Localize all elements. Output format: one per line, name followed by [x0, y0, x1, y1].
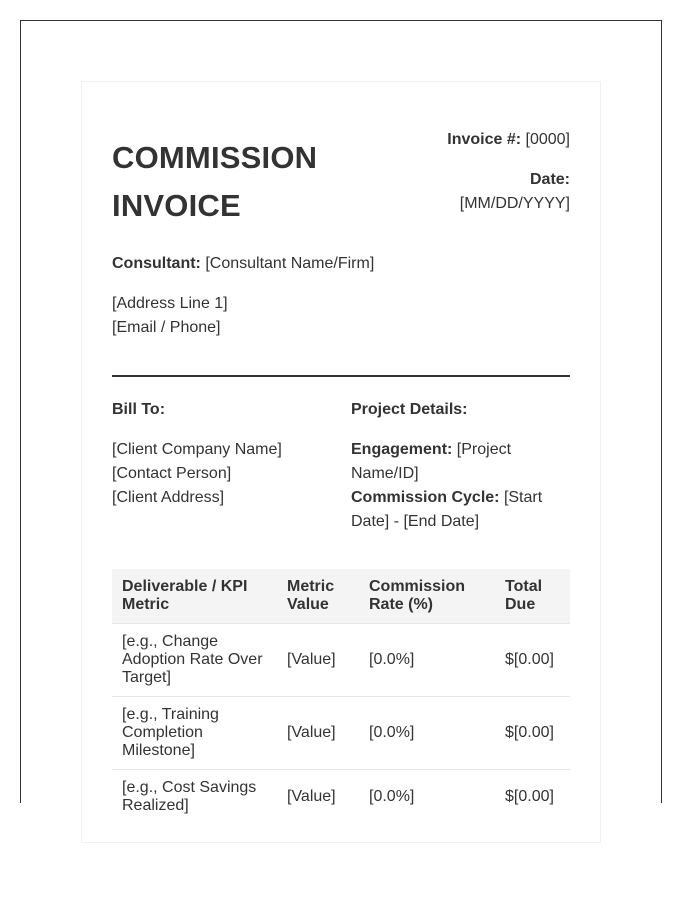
table-row [112, 770, 570, 825]
commission-cycle-label: Commission Cycle: [351, 489, 500, 506]
table-row [112, 697, 570, 770]
deliverable-cell: [e.g., Cost Savings Realized] [112, 770, 277, 825]
column-header-total-due: Total Due [495, 569, 570, 624]
invoice-date-label: Date: [529, 171, 570, 188]
commission-table [112, 569, 570, 824]
contact-line: [Email / Phone] [112, 319, 221, 336]
commission-rate-cell: [0.0%] [359, 624, 495, 697]
invoice-date [380, 168, 570, 216]
project-details-section [351, 398, 570, 534]
invoice-number-label: Invoice #: [447, 131, 522, 148]
column-header-commission-rate: Commission Rate (%) [359, 569, 495, 624]
consultant-address [112, 292, 228, 340]
engagement-value: [Project Name/ID] [351, 441, 512, 482]
total-due-cell: $[0.00] [495, 624, 570, 697]
metric-value-cell: [Value] [277, 624, 359, 697]
consultant-line [112, 252, 374, 276]
engagement-line [351, 438, 570, 486]
invoice-meta [380, 128, 570, 216]
divider [112, 375, 570, 377]
bill-to-section [112, 398, 332, 510]
client-company: [Client Company Name] [112, 441, 282, 458]
metric-value-cell: [Value] [277, 697, 359, 770]
commission-rate-cell: [0.0%] [359, 697, 495, 770]
total-due-cell: $[0.00] [495, 697, 570, 770]
address-line: [Address Line 1] [112, 295, 228, 312]
bill-to-heading: Bill To: [112, 401, 166, 418]
title-line-1: COMMISSION [112, 140, 318, 175]
client-contact: [Contact Person] [112, 465, 232, 482]
consultant-label: Consultant: [112, 255, 201, 272]
metric-value-cell: [Value] [277, 770, 359, 825]
invoice-number [380, 128, 570, 152]
page-frame [20, 20, 662, 814]
title-line-2: INVOICE [112, 188, 241, 223]
project-details-heading: Project Details: [351, 401, 468, 418]
column-header-deliverable: Deliverable / KPI Metric [112, 569, 277, 624]
engagement-label: Engagement: [351, 441, 453, 458]
commission-cycle-value: [Start Date] - [End Date] [351, 489, 543, 530]
invoice-date-value: [MM/DD/YYYY] [459, 195, 570, 212]
invoice-number-value: [0000] [525, 131, 570, 148]
invoice-title [112, 134, 372, 230]
column-header-metric-value: Metric Value [277, 569, 359, 624]
consultant-value: [Consultant Name/Firm] [205, 255, 375, 272]
total-due-cell: $[0.00] [495, 770, 570, 825]
invoice-sheet [81, 81, 601, 843]
deliverable-cell: [e.g., Training Completion Milestone] [112, 697, 277, 770]
table-row [112, 624, 570, 697]
deliverable-cell: [e.g., Change Adoption Rate Over Target] [112, 624, 277, 697]
table-header-row [112, 569, 570, 624]
commission-cycle-line [351, 486, 570, 534]
commission-rate-cell: [0.0%] [359, 770, 495, 825]
client-address: [Client Address] [112, 489, 225, 506]
